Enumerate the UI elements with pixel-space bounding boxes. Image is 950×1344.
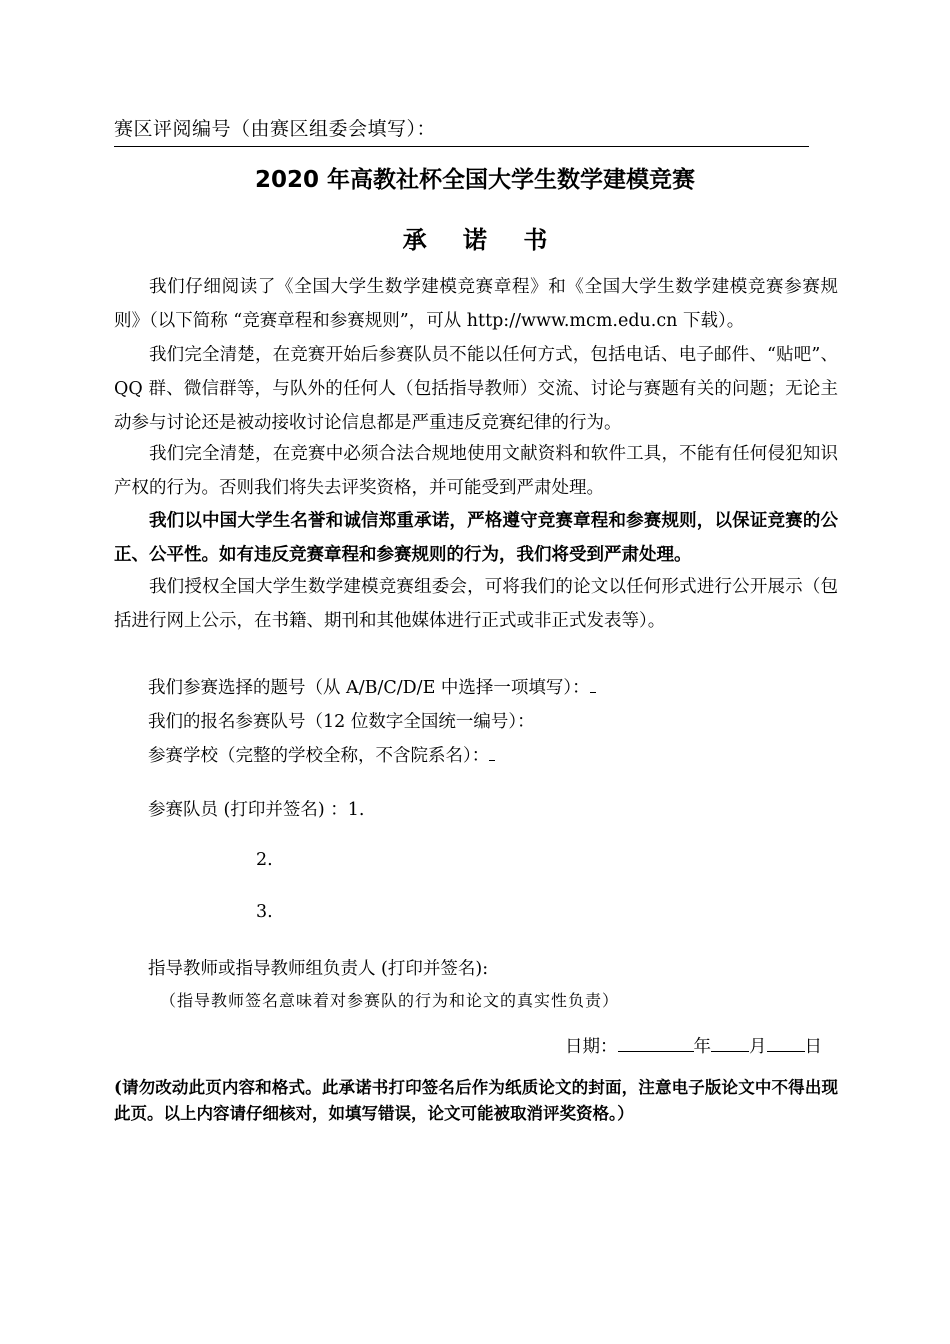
problem-number-blank[interactable] (590, 676, 596, 693)
warning-note: (请勿改动此页内容和格式。此承诺书打印签名后作为纸质论文的封面，注意电子版论文中不得出现此页。以上内容请仔细核对，如填写错误，论文可能被取消评奖资格。） (114, 1078, 838, 1123)
member-2-number: 2. (256, 850, 273, 870)
paragraph-no-communication: 我们完全清楚，在竞赛开始后参赛队员不能以任何方式，包括电话、电子邮件、“贴吧”、QQ 群、微信群等，与队外的任何人（包括指导教师）交流、讨论与赛题有关的问题；无论主动参与讨论还是被动接收讨论信息都是严重违反竞赛纪律的行为。 (114, 345, 838, 433)
problem-number-field (148, 674, 596, 699)
day-label: 日 (804, 1037, 822, 1057)
advisor-note: （指导教师签名意味着对参赛队的行为和论文的真实性负责） (160, 991, 620, 1010)
school-label: 参赛学校（完整的学校全称，不含院系名）： (148, 746, 490, 766)
members-label: 参赛队员 (打印并签名) ：1. (148, 800, 365, 820)
year-blank[interactable] (618, 1033, 694, 1052)
paragraph-rules-read: 我们仔细阅读了《全国大学生数学建模竞赛章程》和《全国大学生数学建模竞赛参赛规则》（以下简称 “竞赛章程和参赛规则”，可从 http://www.mcm.edu.cn 下载）。 (114, 277, 838, 331)
day-blank[interactable] (767, 1033, 805, 1052)
document-subtitle: 承 诺 书 (402, 226, 562, 254)
year-label: 年 (693, 1037, 711, 1057)
school-blank[interactable] (489, 744, 495, 761)
school-field (148, 742, 495, 767)
advisor-label: 指导教师或指导教师组负责人 (打印并签名): (148, 959, 489, 979)
members-field (148, 796, 364, 821)
advisor-field (148, 955, 488, 980)
header-divider (114, 146, 809, 147)
paragraph-honor-pledge: 我们以中国大学生名誉和诚信郑重承诺，严格遵守竞赛章程和参赛规则，以保证竞赛的公正、公平性。如有违反竞赛章程和参赛规则的行为，我们将受到严肃处理。 (114, 511, 838, 565)
paragraph-authorization: 我们授权全国大学生数学建模竞赛组委会，可将我们的论文以任何形式进行公开展示（包括进行网上公示，在书籍、期刊和其他媒体进行正式或非正式发表等）。 (114, 577, 838, 631)
paragraph-legal-use: 我们完全清楚，在竞赛中必须合法合规地使用文献资料和软件工具，不能有任何侵犯知识产权的行为。否则我们将失去评奖资格，并可能受到严肃处理。 (114, 444, 838, 498)
member-3-number: 3. (256, 902, 273, 922)
team-number-field (148, 708, 535, 733)
problem-number-label: 我们参赛选择的题号（从 A/B/C/D/E 中选择一项填写）： (148, 678, 590, 698)
team-number-label: 我们的报名参赛队号（12 位数字全国统一编号）： (148, 712, 535, 732)
document-title: 2020 年高教社杯全国大学生数学建模竞赛 (254, 167, 696, 193)
date-label: 日期： (565, 1037, 618, 1057)
date-line (565, 1033, 822, 1058)
month-label: 月 (749, 1037, 767, 1057)
month-blank[interactable] (711, 1033, 749, 1052)
review-number-label: 赛区评阅编号（由赛区组委会填写）： (114, 118, 437, 140)
